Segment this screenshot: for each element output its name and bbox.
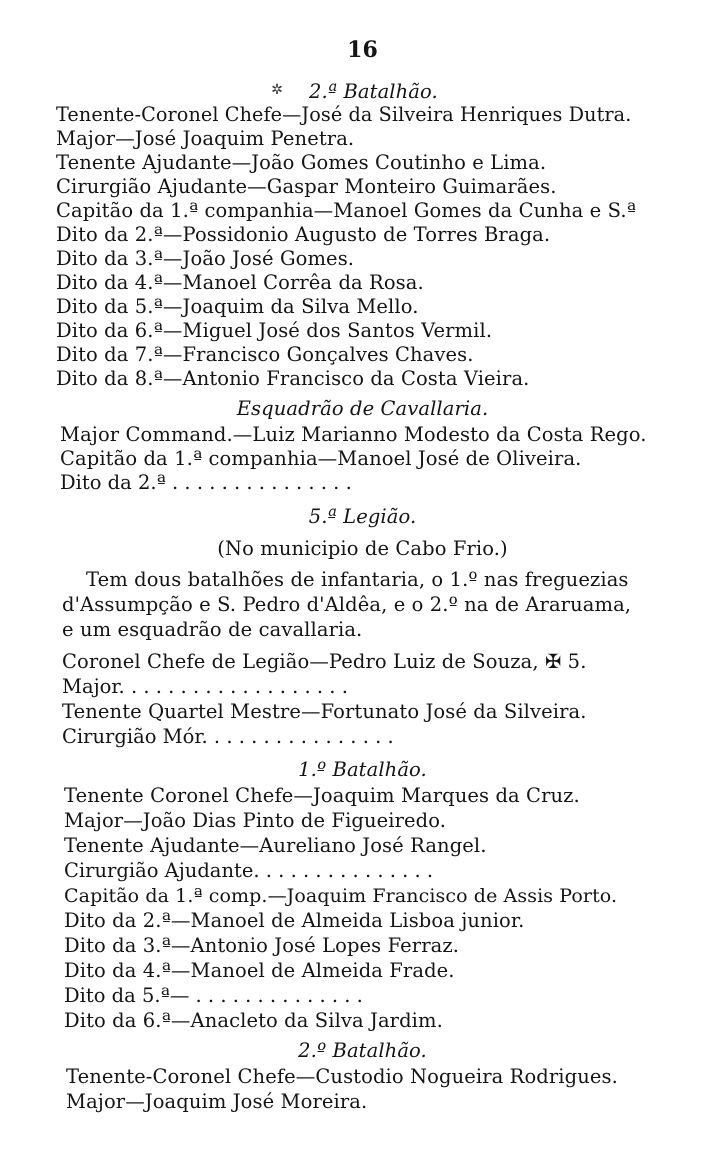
paragraph-line: Tem dous batalhões de infantaria, o 1.º nas freguezias (86, 568, 629, 591)
page-number: 16 (347, 37, 378, 63)
section-subheading: (No municipio de Cabo Frio.) (217, 537, 508, 560)
roster-line: Dito da 8.ª—Antonio Francisco da Costa Vieira. (56, 367, 530, 390)
roster-line: Cirurgião Ajudante—Gaspar Monteiro Guimarães. (56, 175, 557, 198)
roster-line: Major—João Dias Pinto de Figueiredo. (64, 809, 447, 832)
roster-line: Major. . . . . . . . . . . . . . . . . . . (62, 675, 348, 698)
roster-line: Cirurgião Ajudante. . . . . . . . . . . . . . . (64, 859, 434, 882)
roster-line: Tenente Ajudante—Aureliano José Rangel. (64, 834, 487, 857)
roster-line: Coronel Chefe de Legião—Pedro Luiz de Souza, ✠ 5. (62, 650, 587, 673)
roster-line: Tenente Ajudante—João Gomes Coutinho e Lima. (56, 151, 547, 174)
roster-line: Cirurgião Mór. . . . . . . . . . . . . . . . (62, 725, 394, 748)
section-heading-5-legiao: 5.ª Legião. (308, 505, 417, 528)
section-heading-2-batalhao (0, 78, 717, 104)
section-heading-2-batalhao-legiao: 2.º Batalhão. (298, 1039, 427, 1062)
roster-line: Major—José Joaquim Penetra. (56, 127, 355, 150)
roster-line: Dito da 6.ª—Miguel José dos Santos Vermil. (56, 319, 493, 342)
roster-line: Dito da 7.ª—Francisco Gonçalves Chaves. (56, 343, 474, 366)
roster-line: Dito da 5.ª— . . . . . . . . . . . . . . (64, 984, 363, 1007)
section-heading-1-batalhao: 1.º Batalhão. (298, 758, 427, 781)
roster-line: Capitão da 1.ª companhia—Manoel José de Oliveira. (60, 447, 582, 470)
paragraph-line: d'Assumpção e S. Pedro d'Aldêa, e o 2.º na de Araruama, (62, 593, 632, 616)
roster-line: Dito da 5.ª—Joaquim da Silva Mello. (56, 295, 419, 318)
roster-line: Dito da 2.ª—Manoel de Almeida Lisboa junior. (64, 909, 525, 932)
printer-ornament-icon: ✲ (271, 82, 284, 98)
roster-line: Tenente Quartel Mestre—Fortunato José da Silveira. (62, 700, 587, 723)
roster-line: Dito da 2.ª . . . . . . . . . . . . . . . (60, 471, 352, 494)
roster-line: Dito da 3.ª—Antonio José Lopes Ferraz. (64, 934, 460, 957)
roster-line: Dito da 4.ª—Manoel de Almeida Frade. (64, 959, 455, 982)
roster-line: Dito da 6.ª—Anacleto da Silva Jardim. (64, 1009, 443, 1032)
roster-line: Capitão da 1.ª comp.—Joaquim Francisco de Assis Porto. (64, 885, 618, 907)
heading-text: 2.ª Batalhão. (309, 80, 438, 103)
roster-line: Tenente-Coronel Chefe—José da Silveira Henriques Dutra. (56, 103, 632, 126)
roster-line: Capitão da 1.ª companhia—Manoel Gomes da Cunha e S.ª (56, 199, 636, 222)
section-heading-esquadrao: Esquadrão de Cavallaria. (236, 397, 489, 420)
roster-line: Tenente Coronel Chefe—Joaquim Marques da Cruz. (64, 784, 580, 807)
roster-line: Major Command.—Luiz Marianno Modesto da Costa Rego. (60, 423, 647, 446)
roster-line: Dito da 3.ª—João José Gomes. (56, 247, 355, 270)
roster-line: Dito da 2.ª—Possidonio Augusto de Torres Braga. (56, 223, 551, 246)
roster-line: Major—Joaquim José Moreira. (66, 1090, 368, 1113)
paragraph-line: e um esquadrão de cavallaria. (62, 618, 363, 641)
roster-line: Tenente-Coronel Chefe—Custodio Nogueira Rodrigues. (66, 1065, 618, 1088)
roster-line: Dito da 4.ª—Manoel Corrêa da Rosa. (56, 271, 424, 294)
